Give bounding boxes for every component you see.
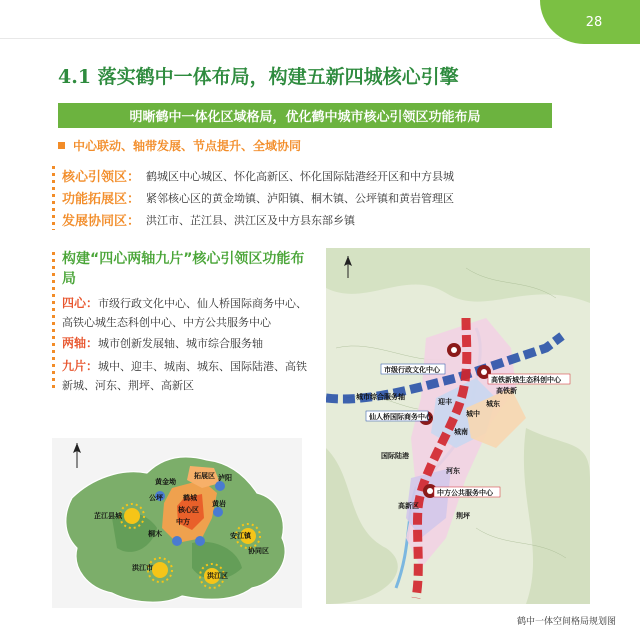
label-xietong: 协同区 bbox=[248, 547, 269, 555]
label-luyang: 泸阳 bbox=[218, 474, 232, 482]
label-hongjiangqu: 洪江区 bbox=[207, 572, 228, 580]
label-zhongfang: 中方 bbox=[176, 518, 190, 526]
label-anjiang: 安江镇 bbox=[230, 532, 251, 540]
figure-caption: 鹤中一体空间格局规划图 bbox=[516, 617, 616, 627]
key-points-text: 中心联动、轴带发展、节点提升、全域协同 bbox=[73, 139, 302, 153]
label-center2: 高铁新城生态科创中心 bbox=[491, 376, 561, 384]
label-hecheng: 鹤城 bbox=[183, 494, 197, 502]
zone-desc: 鹤城区中心城区、怀化高新区、怀化国际陆港经开区和中方县城 bbox=[146, 169, 455, 183]
section-title: 4.1 落实鹤中一体布局，构建五新四城核心引擎 bbox=[58, 66, 459, 88]
item-desc: 市级行政文化中心、仙人桥国际商务中心、高铁心城生态科创中心、中方公共服务中心 bbox=[62, 297, 308, 329]
label-gaotie: 高铁新 bbox=[496, 387, 517, 395]
label-chengdong: 城东 bbox=[486, 400, 500, 408]
label-jingping: 荆坪 bbox=[456, 512, 470, 520]
label-huangyan: 黄岩 bbox=[212, 500, 226, 508]
zone-row-coop bbox=[62, 210, 355, 229]
label-tongmu: 桐木 bbox=[148, 530, 162, 538]
label-zhijiang: 芷江县城 bbox=[94, 512, 122, 520]
square-bullet-icon bbox=[58, 142, 65, 149]
page-number: 28 bbox=[585, 14, 603, 30]
item-desc: 城中、迎丰、城南、城东、国际陆港、高铁新城、河东、荆坪、高新区 bbox=[62, 360, 308, 392]
regional-map bbox=[52, 438, 302, 608]
zone-term: 发展协同区： bbox=[62, 214, 141, 229]
zone-term: 核心引领区： bbox=[62, 170, 141, 185]
item-term: 九片： bbox=[62, 359, 99, 373]
dotted-guide bbox=[52, 166, 55, 230]
zone-desc: 洪江市、芷江县、洪江区及中方县东部乡镇 bbox=[146, 213, 356, 227]
item-term: 四心： bbox=[62, 296, 99, 310]
label-hedong: 河东 bbox=[446, 467, 460, 475]
sun-icon bbox=[152, 562, 168, 578]
label-chengnan: 城南 bbox=[454, 428, 468, 436]
label-gaoxin: 高新区 bbox=[398, 502, 419, 510]
item-four-centers bbox=[62, 294, 312, 332]
label-hongjiangshi: 洪江市 bbox=[132, 564, 153, 572]
label-center4: 中方公共服务中心 bbox=[437, 489, 493, 497]
label-guojilugang: 国际陆港 bbox=[381, 452, 409, 460]
regional-map-graphic bbox=[52, 438, 302, 608]
label-chengzhong: 城中 bbox=[466, 410, 480, 418]
label-yingfeng: 迎丰 bbox=[438, 398, 452, 406]
item-two-axes bbox=[62, 334, 312, 353]
spatial-plan-graphic bbox=[326, 248, 590, 604]
label-center3: 仙人桥国际商务中心 bbox=[369, 413, 432, 421]
header-divider bbox=[0, 38, 560, 39]
zone-row-core bbox=[62, 166, 454, 185]
label-gongping: 公坪 bbox=[149, 494, 163, 502]
zone-desc: 紧邻核心区的黄金坳镇、泸阳镇、桐木镇、公坪镇和黄岩管理区 bbox=[146, 191, 455, 205]
label-axis: 城市综合服务轴 bbox=[356, 393, 405, 401]
label-center1: 市级行政文化中心 bbox=[384, 366, 440, 374]
section-banner: 明晰鹤中一体化区域格局，优化鹤中城市核心引领区功能布局 bbox=[58, 103, 552, 128]
item-nine-areas bbox=[62, 357, 312, 395]
item-desc: 城市创新发展轴、城市综合服务轴 bbox=[98, 337, 264, 350]
key-points-bullet bbox=[58, 137, 301, 154]
zone-term: 功能拓展区： bbox=[62, 192, 141, 207]
item-term: 两轴： bbox=[62, 336, 99, 350]
label-hexin: 核心区 bbox=[178, 506, 199, 514]
zone-row-expand bbox=[62, 188, 454, 207]
sun-icon bbox=[124, 508, 140, 524]
subtitle: 构建“四心两轴九片”核心引领区功能布局 bbox=[62, 251, 305, 287]
dotted-guide bbox=[52, 252, 55, 388]
spatial-plan-map bbox=[326, 248, 590, 604]
label-huangjinao: 黄金坳 bbox=[155, 478, 176, 486]
label-tuozhan: 拓展区 bbox=[194, 472, 215, 480]
